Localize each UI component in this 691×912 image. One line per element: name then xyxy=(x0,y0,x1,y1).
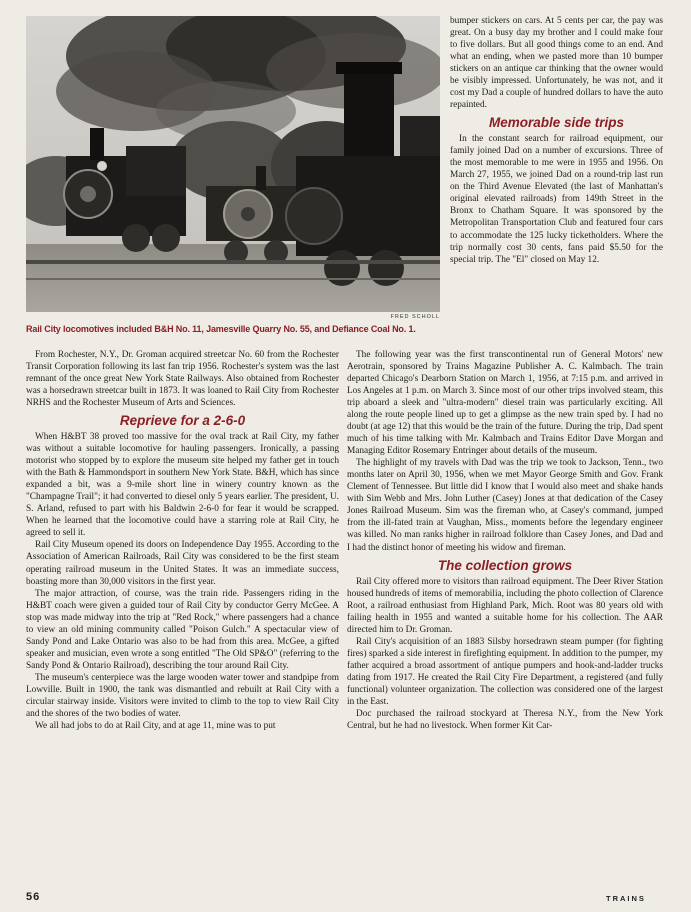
article-paragraph: Doc purchased the railroad stockyard at Theresa N.Y., from the New York Central, but he had no livestock. When former Kit Car- xyxy=(347,708,663,731)
article-paragraph: From Rochester, N.Y., Dr. Groman acquired streetcar No. 60 from the Rochester Transit Corporation following its last fan trip 1956. Rochester's system was the last remnant of the once great New York State Railways. Also obtained from Rochester was a horsedrawn streetcar built in 1873. It was loaned to Rail City from Rochester NRHS and the Rochester Museum of Arts and Sciences. xyxy=(26,350,339,409)
article-paragraph: In the constant search for railroad equipment, our family joined Dad on a number of excursions. Three of the most memorable to me were in 1955 and 1956. On March 27, 1955, we joined Dad on a round-trip last run on the Third Avenue Elevated (the last of Manhattan's original elevated railroads) from 149th Street in the Bronx to Chatham Square. It was sponsored by the Metropolitan Transportation Club and featured four cars to accommodate the 125 lucky ticketholders. Where the trip normally cost 30 cents, fans paid $5.50 for the special trip. The "El" closed on May 12. xyxy=(450,134,663,265)
page-number: 56 xyxy=(26,891,41,903)
article-paragraph: The major attraction, of course, was the train ride. Passengers riding in the H&BT coach were given a guided tour of Rail City by conductor Gerry McGee. A stop was made midway into the trip at "Red Rock," where passengers had a chance to view an old mining community called "Poison Gulch." A spectacular view of Sandy Pond and Lake Ontario was also to be had from this area. McGee, a gifted speaker and musician, even wrote a song entitled "The Old SP&O" (referring to the Sandy Pond & Ontario Railroad), describing the tour around Rail City. xyxy=(26,588,339,671)
magazine-name: TRAINS xyxy=(606,894,646,903)
section-heading-collection: The collection grows xyxy=(437,557,573,573)
article-paragraph: When H&BT 38 proved too massive for the oval track at Rail City, my father was without a suitable locomotive for hauling passengers. Ironically, a passing motorist who stopped by to explore the museum site helped my father get in touch with the Bath & Hammondsport in southern New York State. B&H, which has since expanded a bit, was a 9-mile short line in winery country known as the "Champagne Trail"; it had converted to diesel only 5 years earlier. The president, U. S. Arland, refused to part with his Baldwin 2-6-0 for fear it would be scrapped. When he learned that the locomotive could have a starring role at Rail City, he agreed to sell it. xyxy=(26,432,339,539)
article-paragraph: We all had jobs to do at Rail City, and at age 11, mine was to put xyxy=(35,720,276,731)
article-column-left xyxy=(26,349,339,889)
article-column-right xyxy=(347,349,663,889)
article-paragraph: The highlight of my travels with Dad was the trip we took to Jackson, Tenn., two months later on April 30, 1956, when we met Mayor George Smith and Gov. Frank Clement of Tennessee. But little did I know that I would also meet and shake hands with Sim Webb and Mrs. John Luther (Casey) Jones at that dedication of the Casey Jones Railroad Museum. Sim was the fireman who, at Casey's command, jumped from the ill-fated train at Vaughan, Miss., moments before the legendary engineer was killed. No man ranks higher in railroad folklore than Casey Jones, and Dad and I had the distinct honor of meeting his widow and fireman. xyxy=(347,458,663,553)
section-heading-reprieve: Reprieve for a 2-6-0 xyxy=(119,413,246,429)
article-paragraph: Rail City's acquisition of an 1883 Silsby horsedrawn steam pumper (for fighting fires) sparked a side interest in firefighting equipment. In addition to the pumper, my father acquired a broad assortment of antique pumpers and hook-and-ladder trucks dating from 1917. He created the Rail City Fire Department, a registered (and fully functional) volunteer organization. The collection was considered one of the largest in the East. xyxy=(347,636,663,707)
locomotive-photo-image xyxy=(26,16,440,312)
article-paragraph: The museum's centerpiece was the large wooden water tower and standpipe from Lowville. Built in 1900, the tank was dismantled and rebuilt at Rail City with a circular stairway inside. Visitors were invited to climb to the top to view Rail City and the shores of the two bodies of water. xyxy=(26,672,339,719)
article-paragraph: bumper stickers on cars. At 5 cents per car, the pay was great. On a busy day my brother and I could make four to five dollars. But all good things come to an end. And what an ending, when we pasted more than 10 bumper stickers on an antique car thinking that the owner would be visibly impressed. Unfortunately, he was not, and it cost my Dad a couple of hundred dollars to have the auto repainted. xyxy=(450,16,663,111)
article-paragraph: The following year was the first transcontinental run of General Motors' new Aerotrain, sponsored by Trains Magazine Publisher A. C. Kalmbach. The train departed Chicago's Dearborn Station on March 1, 1956, at 7:15 p.m. and arrived in Los Angeles at 1 p.m. on March 3. Since most of our other trips involved steam, this trip aboard a sleek and "ultra-modern" diesel train was particularly exciting. All along the route people lined up to get a glimpse as the new train sped by. I had no doubt (at age 12) that this would be the train of the future. During the trip, Dad spent much of his time talking with Mr. Kalmbach and Trains Editor Dave Morgan and Managing Editor Rosemary Entringer about details of the museum. xyxy=(347,350,663,457)
photo-credit: FRED SCHOLL xyxy=(390,314,440,320)
article-column-top-right xyxy=(450,15,663,361)
article-paragraph: Rail City offered more to visitors than railroad equipment. The Deer River Station housed hundreds of items of memorabilia, including the photo collection of Clarence Root, a railroad enthusiast from Highland Park, Mich. Root was 80 years old with failing health in 1955 and wanted a suitable home for his collection. The AAR directed him to Dr. Groman. xyxy=(347,576,663,635)
locomotive-photo xyxy=(26,16,440,312)
photo-caption: Rail City locomotives included B&H No. 11, Jamesville Quarry No. 55, and Defiance Coal No. 1. xyxy=(26,324,416,334)
section-heading-side-trips: Memorable side trips xyxy=(488,115,625,131)
article-paragraph: Rail City Museum opened its doors on Independence Day 1955. According to the Association of American Railroads, Rail City was considered to be the first steam operating railroad museum in the United States. It was an immediate success, boasting more than 30,000 visitors in the first year. xyxy=(26,540,339,587)
